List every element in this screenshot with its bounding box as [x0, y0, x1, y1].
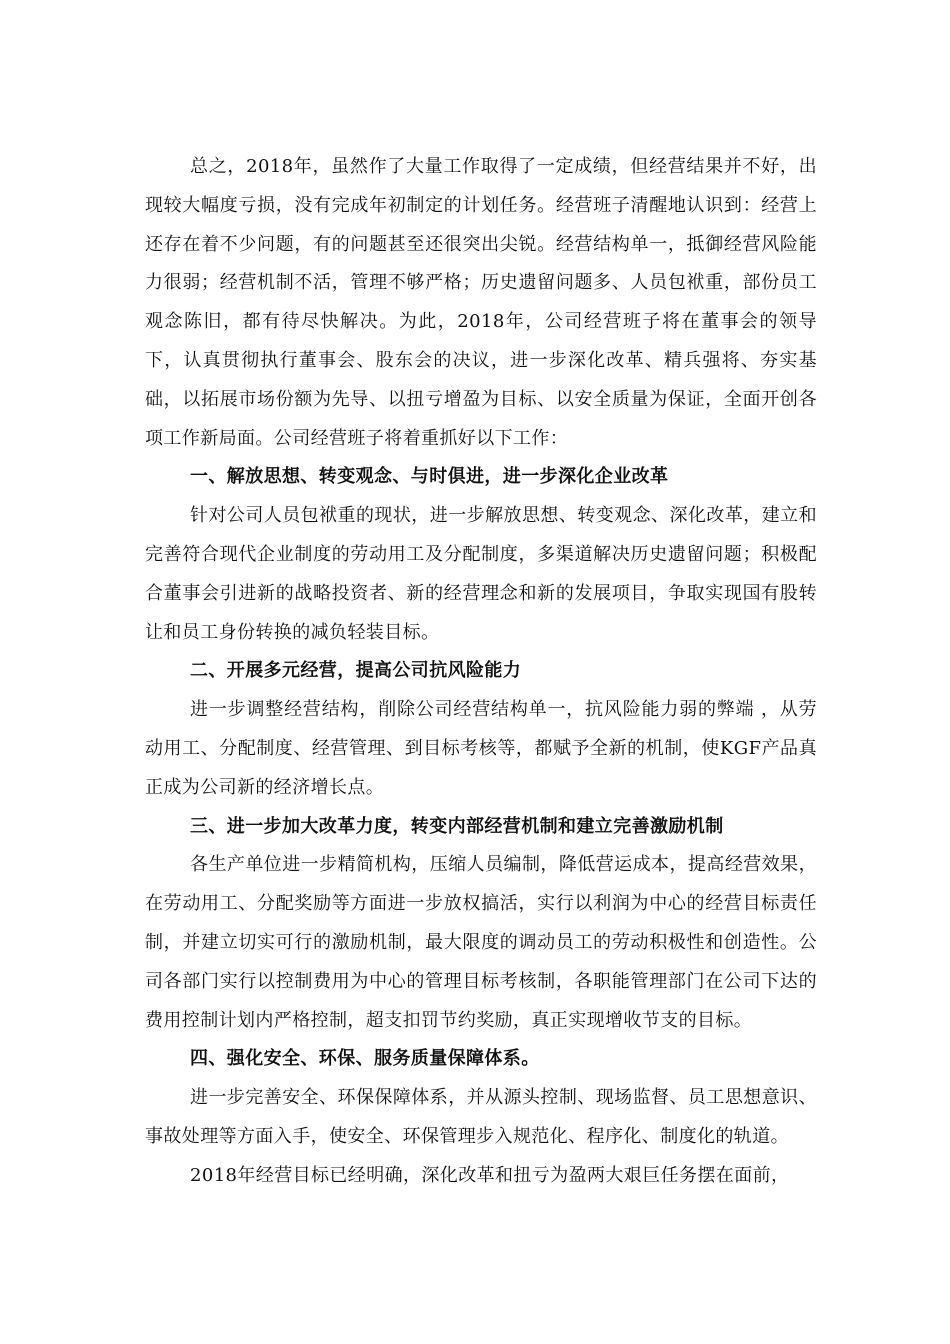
section-heading-1: 一、解放思想、转变观念、与时俱进，进一步深化企业改革	[190, 466, 669, 488]
section-heading-2: 二、开展多元经营，提高公司抗风险能力	[190, 660, 522, 682]
section-heading-3: 三、进一步加大改革力度，转变内部经营机制和建立完善激励机制	[190, 815, 724, 837]
section-paragraph-4: 进一步完善安全、环保保障体系，并从源头控制、现场监督、员工思想意识、事故处理等方面入手，使安全、环保管理步入规范化、程序化、制度化的轨道。	[145, 1087, 817, 1147]
section-heading-4: 四、强化安全、环保、服务质量保障体系。	[190, 1048, 540, 1070]
closing-paragraph: 2018年经营目标已经明确，深化改革和扭亏为盈两大艰巨任务摆在面前，	[190, 1164, 790, 1186]
section-paragraph-1: 针对公司人员包袱重的现状，进一步解放思想、转变观念、深化改革，建立和完善符合现代企业制度的劳动用工及分配制度，多渠道解决历史遗留问题；积极配合董事会引进新的战略投资者、新的经营理念和新的发展项目，争取实现国有股转让和员工身份转换的减负轻装目标。	[145, 505, 817, 643]
section-paragraph-2: 进一步调整经营结构，削除公司经营结构单一，抗风险能力弱的弊端 ，从劳动用工、分配制度、经营管理、到目标考核等，都赋予全新的机制，使KGF产品真正成为公司新的经济增长点。	[145, 699, 817, 798]
document-body	[145, 148, 817, 1196]
intro-paragraph: 总之，2018年，虽然作了大量工作取得了一定成绩，但经营结果并不好，出现较大幅度亏损，没有完成年初制定的计划任务。经营班子清醒地认识到：经营上还存在着不少问题，有的问题甚至还很突出尖锐。经营结构单一，抵御经营风险能力很弱；经营机制不活，管理不够严格；历史遗留问题多、人员包袱重，部份员工观念陈旧，都有待尽快解决。为此，2018年，公司经营班子将在董事会的领导下，认真贯彻执行董事会、股东会的决议，进一步深化改革、精兵强将、夯实基础，以拓展市场份额为先导、以扭亏增盈为目标、以安全质量为保证，全面开创各项工作新局面。公司经营班子将着重抓好以下工作：	[145, 156, 817, 449]
section-paragraph-3: 各生产单位进一步精简机构，压缩人员编制，降低营运成本，提高经营效果，在劳动用工、分配奖励等方面进一步放权搞活，实行以利润为中心的经营目标责任制，并建立切实可行的激励机制，最大限度的调动员工的劳动积极性和创造性。公司各部门实行以控制费用为中心的管理目标考核制，各职能管理部门在公司下达的费用控制计划内严格控制，超支扣罚节约奖励，真正实现增收节支的目标。	[145, 854, 817, 1031]
